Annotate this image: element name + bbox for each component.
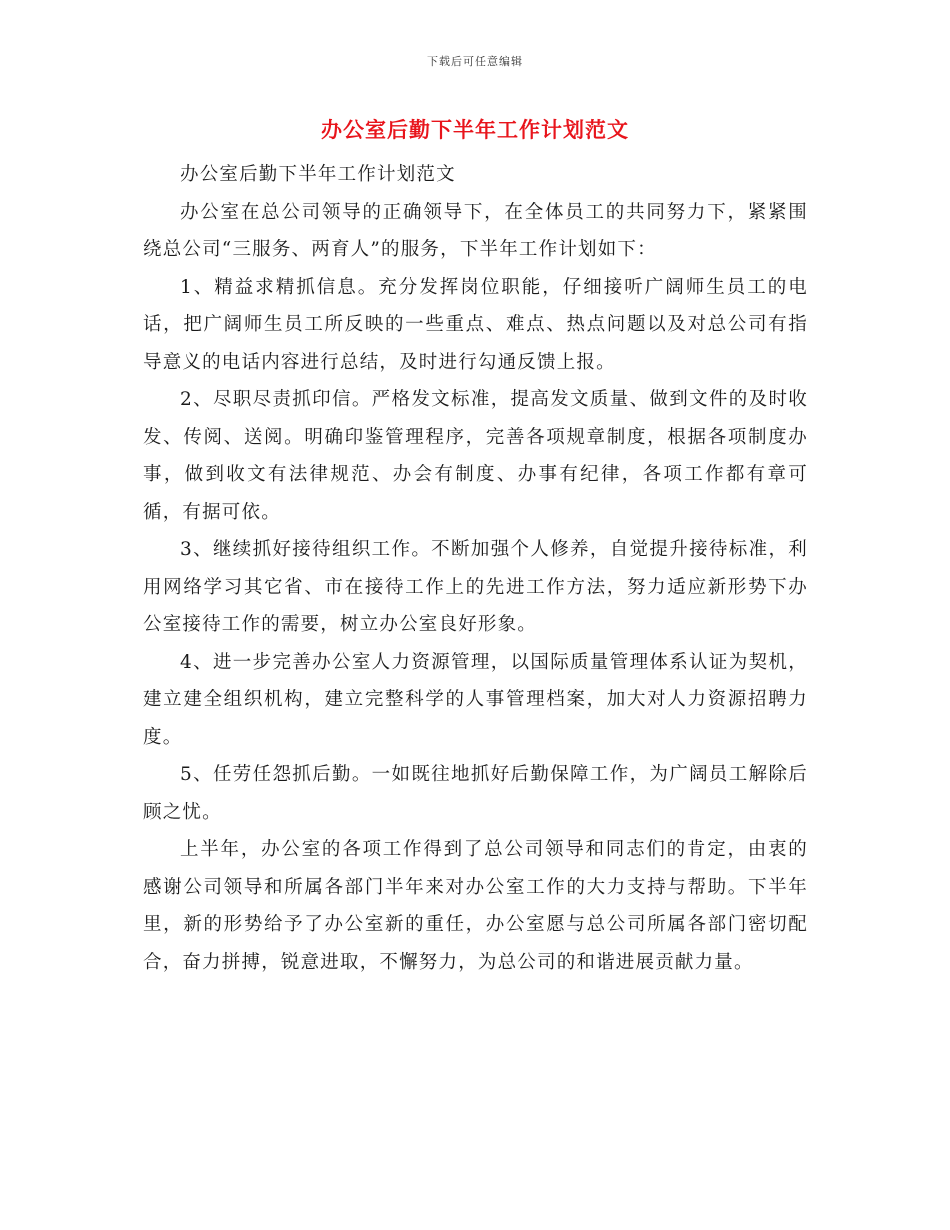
paragraph-intro: 办公室在总公司领导的正确领导下，在全体员工的共同努力下，紧紧围绕总公司“三服务、两育人”的服务，下半年工作计划如下： — [143, 201, 808, 260]
paragraph-item-3: 3、继续抓好接待组织工作。不断加强个人修养，自觉提升接待标准，利用网络学习其它省、市在接待工作上的先进工作方法，努力适应新形势下办公室接待工作的需要，树立办公室良好形象。 — [143, 539, 808, 635]
header-note: 下载后可任意编辑 — [427, 55, 523, 68]
paragraph-item-4: 4、进一步完善办公室人力资源管理，以国际质量管理体系认证为契机，建立建全组织机构，建立完整科学的人事管理档案，加大对人力资源招聘力度。 — [143, 651, 808, 748]
paragraph-item-1: 1、精益求精抓信息。充分发挥岗位职能，仔细接听广阔师生员工的电话，把广阔师生员工所反映的一些重点、难点、热点问题以及对总公司有指导意义的电话内容进行总结，及时进行勾通反馈上报。 — [143, 276, 808, 373]
document-body — [143, 156, 808, 981]
paragraph-subtitle: 办公室后勤下半年工作计划范文 — [180, 164, 456, 185]
paragraph-conclusion: 上半年，办公室的各项工作得到了总公司领导和同志们的肯定，由衷的感谢公司领导和所属各部门半年来对办公室工作的大力支持与帮助。下半年里，新的形势给予了办公室新的重任，办公室愿与总公司所属各部门密切配合，奋力拼搏，锐意进取，不懈努力，为总公司的和谐进展贡献力量。 — [143, 839, 808, 973]
paragraph-item-2: 2、尽职尽责抓印信。严格发文标准，提高发文质量、做到文件的及时收发、传阅、送阅。明确印鉴管理程序，完善各项规章制度，根据各项制度办事，做到收文有法律规范、办会有制度、办事有纪律，各项工作都有章可循，有据可依。 — [143, 389, 808, 523]
document-title: 办公室后勤下半年工作计划范文 — [321, 117, 629, 142]
paragraph-item-5: 5、任劳任怨抓后勤。一如既往地抓好后勤保障工作，为广阔员工解除后顾之忧。 — [143, 764, 808, 823]
